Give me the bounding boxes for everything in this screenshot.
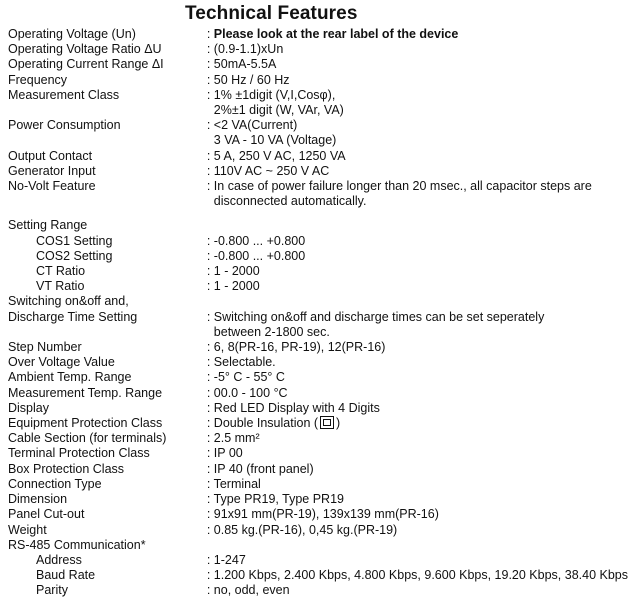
spec-value [207, 340, 628, 355]
spec-value-suffix: ) [336, 416, 341, 431]
colon-separator: : [206, 148, 214, 163]
spec-row [8, 446, 628, 461]
spec-row [8, 386, 628, 401]
colon-separator [207, 103, 214, 117]
spec-row [8, 538, 628, 553]
spec-value-line [207, 57, 628, 72]
spec-row [8, 57, 628, 72]
spec-value-line [207, 355, 628, 370]
spec-value-line [207, 73, 628, 88]
spec-value-text: 0.85 kg.(PR-16), 0,45 kg.(PR-19) [213, 522, 398, 537]
colon-separator: : [206, 446, 214, 461]
spec-label: RS-485 Communication* [8, 537, 146, 552]
spec-value [207, 73, 628, 88]
spec-row [8, 264, 628, 279]
spec-value [207, 164, 628, 179]
spec-value-text: -5° C - 55° C [213, 370, 285, 385]
spec-row [8, 492, 628, 507]
colon-separator: : [206, 461, 214, 476]
spec-value-line [207, 370, 628, 385]
colon-separator [207, 133, 214, 147]
spec-value [207, 386, 628, 401]
spec-value-text: 1-247 [213, 552, 246, 567]
spec-value [207, 370, 628, 385]
spec-value-text: Double Insulation ( [213, 416, 319, 431]
spec-label: Operating Voltage (Un) [8, 27, 136, 41]
spec-value [207, 264, 628, 279]
spec-value-line [207, 234, 628, 249]
spec-value [207, 583, 628, 598]
spec-value-line [207, 553, 628, 568]
spec-row [8, 401, 628, 416]
colon-separator: : [206, 163, 214, 178]
spec-value-line [207, 194, 628, 209]
spec-label: COS1 Setting [36, 233, 113, 248]
spec-value-text: 1.200 Kbps, 2.400 Kbps, 4.800 Kbps, 9.600 Kbps, 19.20 Kbps, 38.40 Kbps [213, 568, 628, 583]
spec-row [8, 523, 628, 538]
colon-separator: : [206, 476, 214, 491]
spec-value-line [207, 431, 628, 446]
spec-value-line [207, 164, 628, 179]
spec-label: Frequency [8, 72, 68, 87]
colon-separator: : [206, 385, 214, 400]
spec-value-text: Terminal [213, 476, 261, 491]
spec-label: Address [36, 552, 82, 567]
spec-row [8, 416, 628, 431]
spec-value [207, 118, 628, 148]
colon-separator: : [206, 355, 214, 370]
colon-separator: : [206, 416, 214, 431]
spec-value [207, 507, 628, 522]
spec-row [8, 294, 628, 309]
colon-separator: : [206, 568, 214, 583]
colon-separator: : [206, 492, 214, 507]
spec-row [8, 42, 628, 57]
colon-separator: : [206, 248, 214, 263]
spec-value-text: IP 40 (front panel) [213, 461, 314, 476]
spec-value-line [207, 325, 628, 340]
colon-separator: : [206, 370, 214, 385]
spec-value [207, 179, 628, 209]
spec-value [207, 431, 628, 446]
spec-value-text: 5 A, 250 V AC, 1250 VA [213, 148, 346, 163]
spec-label: Power Consumption [8, 118, 121, 133]
spec-value-line [207, 42, 628, 57]
spec-value [207, 294, 628, 309]
spec-value-text: -0.800 ... +0.800 [213, 248, 306, 263]
colon-separator: : [206, 507, 214, 522]
spec-label: COS2 Setting [36, 248, 113, 263]
spec-value [207, 401, 628, 416]
spec-value-line [207, 179, 628, 194]
spec-value-text: 1 - 2000 [213, 279, 260, 294]
spec-row [8, 553, 628, 568]
spec-value-text: 00.0 - 100 °C [213, 385, 288, 400]
spec-value-line [207, 340, 628, 355]
blank-spacer-cell [8, 209, 628, 218]
colon-separator: : [206, 42, 214, 57]
colon-separator: : [206, 179, 214, 194]
spec-value-line [207, 568, 628, 583]
spec-label: Step Number [8, 340, 82, 355]
spec-row [8, 249, 628, 264]
spec-row [8, 73, 628, 88]
spec-value-line [207, 279, 628, 294]
colon-separator: : [206, 400, 214, 415]
spec-row [8, 118, 628, 148]
spec-label: Measurement Temp. Range [8, 385, 163, 400]
colon-separator: : [206, 309, 214, 324]
spec-label: Display [8, 400, 49, 415]
spec-value [207, 88, 628, 118]
spec-value-text: In case of power failure longer than 20 msec., all capacitor steps are [213, 179, 592, 194]
spec-value-text: Please look at the rear label of the device [213, 27, 459, 41]
spec-value-text: <2 VA(Current) [213, 118, 298, 133]
spec-value [207, 446, 628, 461]
spec-value-text: Switching on&off and discharge times can be set seperately [213, 309, 545, 324]
spec-row [8, 88, 628, 118]
specification-table [8, 27, 628, 599]
spec-value [207, 218, 628, 233]
spec-value-text: disconnected automatically. [213, 194, 367, 209]
double-insulation-icon [320, 416, 334, 429]
spec-label: CT Ratio [36, 264, 86, 279]
spec-value [207, 149, 628, 164]
spec-value-text: 3 VA - 10 VA (Voltage) [213, 133, 337, 148]
spec-row [8, 310, 628, 340]
spec-label: Discharge Time Setting [8, 309, 138, 324]
spec-value-text: (0.9-1.1)xUn [213, 42, 284, 57]
colon-separator: : [206, 118, 214, 133]
spec-value-line [207, 523, 628, 538]
spec-label: Baud Rate [36, 568, 96, 583]
spec-value-text: Red LED Display with 4 Digits [213, 400, 380, 415]
spec-label: Operating Current Range ΔI [8, 57, 164, 72]
spec-value-line [207, 583, 628, 598]
spec-value-line [207, 507, 628, 522]
spec-row [8, 179, 628, 209]
spec-label: Over Voltage Value [8, 355, 115, 370]
spec-value-text: no, odd, even [213, 583, 290, 598]
spec-value-line [207, 401, 628, 416]
spec-row [8, 568, 628, 583]
colon-separator: : [206, 264, 214, 279]
spec-label: Weight [8, 522, 47, 537]
spec-label: Cable Section (for terminals) [8, 431, 167, 446]
spec-value [207, 27, 628, 42]
spec-value-line [207, 27, 628, 42]
spec-value-line [207, 149, 628, 164]
spec-row [8, 279, 628, 294]
spec-row [8, 431, 628, 446]
specification-rows [8, 27, 628, 599]
spec-value-text: 50 Hz / 60 Hz [213, 72, 290, 87]
spec-value-line [207, 462, 628, 477]
colon-separator: : [206, 72, 214, 87]
spec-value-line [207, 118, 628, 133]
spec-value-text: -0.800 ... +0.800 [213, 233, 306, 248]
spec-row [8, 355, 628, 370]
spec-value [207, 42, 628, 57]
colon-separator: : [206, 27, 214, 41]
spec-value [207, 310, 628, 340]
spec-value-text: Selectable. [213, 355, 276, 370]
spec-value-text: between 2-1800 sec. [213, 324, 330, 339]
spec-label: Parity [36, 583, 68, 598]
spec-label: Operating Voltage Ratio ΔU [8, 42, 162, 57]
spec-row [8, 370, 628, 385]
spec-value-line [207, 103, 628, 118]
spec-label: Generator Input [8, 163, 96, 178]
spec-value-line [207, 416, 628, 431]
spec-label: Terminal Protection Class [8, 446, 150, 461]
spec-label: Switching on&off and, [8, 294, 129, 309]
spec-value [207, 538, 628, 553]
spec-row [8, 164, 628, 179]
colon-separator: : [206, 552, 214, 567]
spec-row [8, 234, 628, 249]
spec-row [8, 477, 628, 492]
spec-value [207, 568, 628, 583]
spec-value-line [207, 264, 628, 279]
spec-row [8, 462, 628, 477]
spec-value-line [207, 386, 628, 401]
spec-value-text: 2%±1 digit (W, VAr, VA) [213, 103, 344, 118]
colon-separator: : [206, 57, 214, 72]
spec-value-text: 6, 8(PR-16, PR-19), 12(PR-16) [213, 340, 386, 355]
colon-separator: : [206, 522, 214, 537]
spec-value [207, 279, 628, 294]
colon-separator [207, 194, 214, 208]
spec-value-line [207, 492, 628, 507]
spec-value [207, 355, 628, 370]
spec-value [207, 462, 628, 477]
spec-value-line [207, 446, 628, 461]
spec-value-line [207, 133, 628, 148]
spec-value-line [207, 88, 628, 103]
spec-value-line [207, 249, 628, 264]
spec-value-text: 1 - 2000 [213, 264, 260, 279]
spec-label: VT Ratio [36, 279, 85, 294]
spec-label: Connection Type [8, 476, 102, 491]
spec-value-text: IP 00 [213, 446, 243, 461]
spec-row [8, 218, 628, 233]
colon-separator: : [206, 583, 214, 598]
spec-row [8, 507, 628, 522]
spec-row [8, 149, 628, 164]
colon-separator [207, 325, 214, 339]
spec-value-text: 50mA-5.5A [213, 57, 277, 72]
spec-value [207, 57, 628, 72]
spec-value-line [207, 310, 628, 325]
spec-value [207, 553, 628, 568]
spec-value [207, 523, 628, 538]
spec-row [8, 27, 628, 42]
spec-label: Panel Cut-out [8, 507, 85, 522]
spec-value [207, 492, 628, 507]
spec-row [8, 340, 628, 355]
colon-separator: : [206, 279, 214, 294]
spec-value [207, 234, 628, 249]
spec-value-text: 91x91 mm(PR-19), 139x139 mm(PR-16) [213, 507, 439, 522]
spec-value [207, 249, 628, 264]
spec-label: Output Contact [8, 148, 93, 163]
colon-separator: : [206, 340, 214, 355]
spec-label: Box Protection Class [8, 461, 125, 476]
spec-value-line [207, 477, 628, 492]
spec-row [8, 583, 628, 598]
spec-label: Ambient Temp. Range [8, 370, 132, 385]
page-title: Technical Features [185, 3, 358, 24]
spec-value-text: 110V AC ~ 250 V AC [213, 163, 330, 178]
spec-label: Setting Range [8, 218, 88, 233]
blank-spacer-row [8, 209, 628, 218]
spec-value [207, 416, 628, 431]
spec-label: No-Volt Feature [8, 179, 96, 194]
spec-value [207, 477, 628, 492]
colon-separator: : [206, 87, 214, 102]
spec-value-text: Type PR19, Type PR19 [213, 492, 344, 507]
spec-label: Measurement Class [8, 87, 120, 102]
spec-label: Equipment Protection Class [8, 416, 163, 431]
spec-value-text: 2.5 mm² [213, 431, 260, 446]
colon-separator: : [206, 431, 214, 446]
spec-label: Dimension [8, 492, 68, 507]
spec-value-text: 1% ±1digit (V,I,Cosφ), [213, 87, 336, 102]
colon-separator: : [206, 233, 214, 248]
